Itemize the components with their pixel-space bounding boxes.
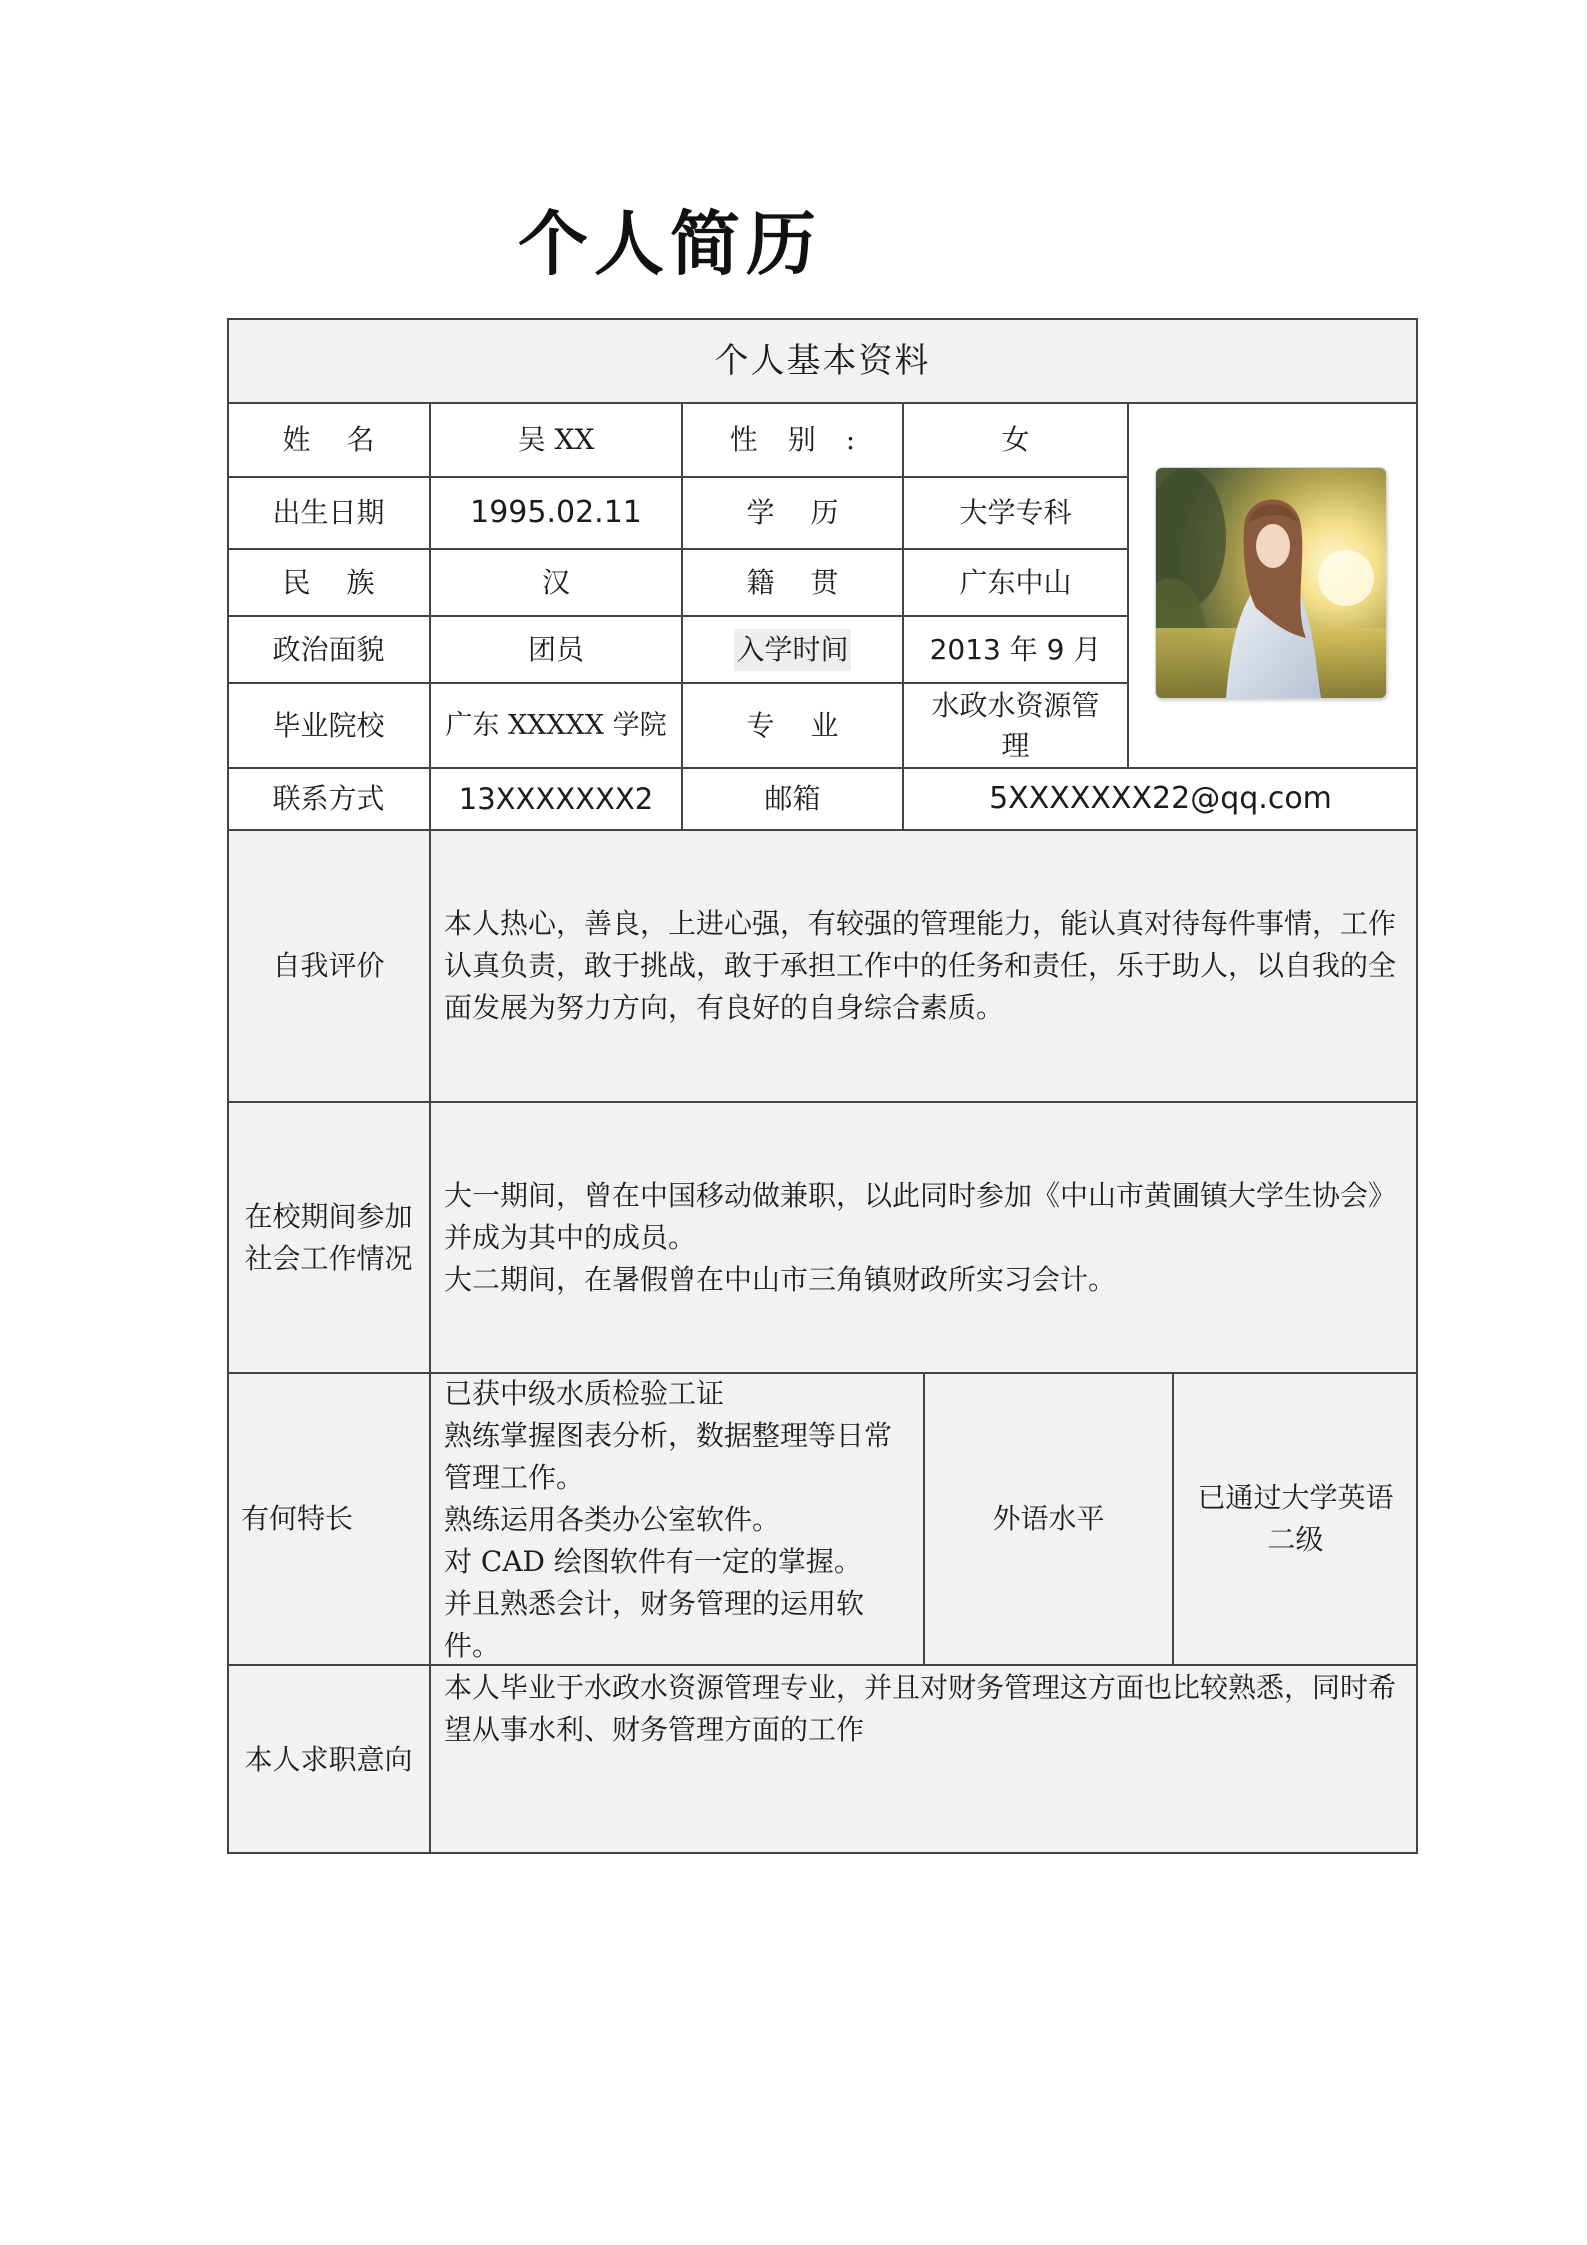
border-bottom (227, 1852, 1418, 1854)
skills-line-4: 对 CAD 绘图软件有一定的掌握。 (444, 1545, 862, 1578)
border-line (923, 1372, 925, 1665)
border-line (681, 402, 683, 830)
border-line (227, 1664, 1418, 1666)
section-title-basic: 个人基本资料 (227, 318, 1418, 403)
ethnic-label: 民族 (282, 565, 411, 599)
social-line-2: 大二期间，在暑假曾在中山市三角镇财政所实习会计。 (444, 1262, 1117, 1296)
border-line (902, 402, 904, 830)
major-label: 专业 (746, 708, 875, 742)
skills-text (430, 1373, 924, 1667)
admit-label-text: 入学时间 (734, 629, 850, 671)
skills-line-3: 熟练运用各类办公室软件。 (444, 1503, 781, 1536)
birth-value: 1995.02.11 (470, 495, 642, 530)
border-line (227, 1101, 1418, 1103)
gender-value: 女 (1001, 423, 1030, 456)
border-left (227, 318, 229, 1854)
contact-value: 13XXXXXXX2 (458, 782, 654, 816)
page-title: 个人简历 (518, 203, 822, 285)
email-value: 5XXXXXXX22@qq.com (989, 781, 1332, 816)
self-eval-cell (430, 830, 1418, 1102)
admit-value: 2013 年 9 月 (929, 632, 1102, 666)
gender-label: 性别: (729, 423, 886, 456)
skills-cell (430, 1373, 924, 1665)
border-line (227, 829, 1418, 831)
school-label: 毕业院校 (272, 708, 385, 742)
border-line (227, 548, 1128, 550)
native-label: 籍贯 (746, 565, 875, 599)
social-cell (430, 1102, 1418, 1373)
social-label: 在校期间参加社会工作情况 (227, 1102, 430, 1373)
border-right (1416, 318, 1418, 1854)
name-value: 吴 XX (517, 423, 595, 456)
lang-value: 已通过大学英语二级 (1173, 1373, 1418, 1665)
resume-table (227, 318, 1418, 1854)
native-value: 广东中山 (959, 565, 1072, 599)
admit-label (682, 616, 903, 683)
ethnic-value: 汉 (541, 565, 570, 599)
border-line (227, 682, 1128, 684)
profile-photo-image (1156, 468, 1386, 698)
self-eval-label: 自我评价 (227, 830, 430, 1102)
school-value: 广东 XXXXX 学院 (445, 709, 667, 741)
border-line (227, 402, 1418, 404)
edu-value: 大学专科 (959, 496, 1072, 529)
border-line (227, 767, 1418, 769)
intent-cell (430, 1665, 1418, 1854)
border-line (227, 1372, 1418, 1374)
border-line (1127, 402, 1129, 768)
border-line (227, 615, 1128, 617)
skills-line-1: 已获中级水质检验工证 (444, 1377, 725, 1410)
intent-label: 本人求职意向 (227, 1665, 430, 1854)
self-eval-text: 本人热心，善良，上进心强，有较强的管理能力，能认真对待每件事情，工作认真负责，敢于挑战，敢于承担工作中的任务和责任，乐于助人，以自我的全面发展为努力方向，有良好的自身综合素质。 (444, 907, 1397, 1024)
skills-line-5: 并且熟悉会计，财务管理的运用软件。 (444, 1587, 865, 1662)
email-label: 邮箱 (764, 782, 821, 815)
profile-photo (1156, 468, 1386, 698)
major-value: 水政水资源管理 (931, 688, 1100, 762)
intent-text: 本人毕业于水政水资源管理专业，并且对财务管理这方面也比较熟悉，同时希望从事水利、财务管理方面的工作 (444, 1671, 1397, 1746)
border-line (1172, 1372, 1174, 1665)
skills-label: 有何特长 (227, 1373, 430, 1665)
social-line-1: 大一期间，曾在中国移动做兼职，以此同时参加《中山市黄圃镇大学生协会》并成为其中的成员。 (444, 1178, 1397, 1254)
edu-label: 学历 (746, 496, 875, 529)
border-top (227, 318, 1418, 320)
birth-label: 出生日期 (272, 496, 385, 529)
contact-label: 联系方式 (272, 782, 385, 815)
border-line (429, 402, 431, 1854)
name-label: 姓名 (282, 423, 411, 456)
skills-line-2: 熟练掌握图表分析，数据整理等日常管理工作。 (444, 1419, 893, 1494)
political-label: 政治面貌 (272, 632, 385, 666)
border-line (227, 476, 1128, 478)
social-text (430, 1175, 1418, 1301)
political-value: 团员 (527, 632, 584, 666)
lang-label: 外语水平 (924, 1373, 1173, 1665)
